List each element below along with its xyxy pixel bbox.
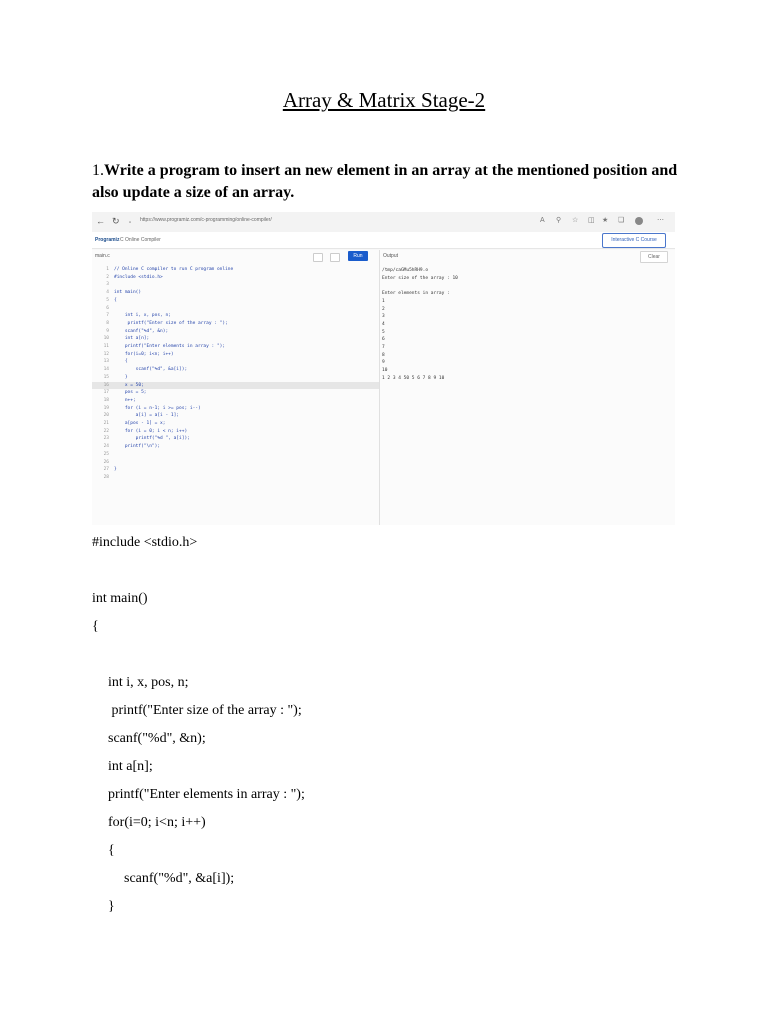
theme-icon[interactable]	[330, 253, 340, 262]
line-number: 15	[103, 374, 109, 380]
question-1	[92, 160, 682, 204]
output-line: 3	[382, 314, 385, 320]
lock-icon: ▫	[129, 220, 132, 226]
line-number: 4	[106, 290, 109, 296]
code-editor[interactable]	[92, 250, 380, 525]
line-number: 24	[103, 444, 109, 450]
code-text: n++;	[114, 397, 136, 403]
code-line	[92, 335, 379, 343]
output-line: 4	[382, 321, 385, 327]
source-line: for(i=0; i<n; i++)	[108, 815, 206, 830]
code-line	[92, 281, 379, 289]
source-line: scanf("%d", &n);	[108, 731, 206, 746]
code-line	[92, 343, 379, 351]
code-text: }	[114, 467, 117, 473]
code-line	[92, 382, 379, 390]
source-line: scanf("%d", &a[i]);	[124, 871, 235, 886]
favorites-icon[interactable]: ★	[602, 217, 609, 224]
code-text: scanf("%d", &a[i]);	[114, 367, 188, 373]
source-line: {	[92, 619, 99, 634]
zoom-icon[interactable]: ⚲	[556, 217, 562, 224]
clear-button[interactable]: Clear	[640, 251, 668, 263]
code-line	[92, 274, 379, 282]
more-icon[interactable]: ⋯	[657, 217, 664, 224]
split-screen-icon[interactable]: ◫	[588, 217, 595, 224]
source-line: }	[108, 899, 115, 914]
browser-toolbar	[92, 212, 675, 233]
output-line: 7	[382, 345, 385, 351]
code-line	[92, 289, 379, 297]
refresh-icon[interactable]: ↻	[112, 216, 120, 226]
programiz-logo[interactable]: Programiz	[95, 237, 120, 243]
line-number: 19	[103, 405, 109, 411]
line-number: 5	[106, 297, 109, 303]
line-number: 22	[103, 428, 109, 434]
address-bar[interactable]: https://www.programiz.com/c-programming/online-compiler/	[140, 217, 272, 223]
read-aloud-icon[interactable]: A	[540, 217, 545, 224]
code-line	[92, 412, 379, 420]
output-panel	[380, 250, 675, 525]
line-number: 25	[103, 451, 109, 457]
line-number: 1	[106, 267, 109, 272]
line-number: 9	[106, 328, 109, 334]
code-line	[92, 428, 379, 436]
code-line	[92, 328, 379, 336]
source-line: printf("Enter size of the array : ");	[108, 703, 302, 718]
code-line	[92, 435, 379, 443]
source-line: {	[108, 843, 115, 858]
output-line: 1	[382, 298, 385, 304]
line-number: 6	[106, 305, 109, 311]
output-line: 6	[382, 337, 385, 343]
code-line	[92, 459, 379, 467]
site-header	[92, 232, 675, 249]
line-number: 11	[103, 344, 109, 350]
line-number: 8	[106, 320, 109, 326]
code-line	[92, 358, 379, 366]
line-number: 3	[106, 282, 109, 288]
code-text: a[i] = a[i - 1];	[114, 413, 180, 419]
code-text: #include <stdio.h>	[114, 274, 163, 280]
code-text: for (i = n-1; i >= pos; i--)	[114, 405, 201, 411]
site-title: C Online Compiler	[120, 237, 161, 243]
line-number: 10	[103, 336, 109, 342]
document-title: Array & Matrix Stage-2	[282, 88, 486, 112]
profile-avatar[interactable]	[635, 217, 643, 225]
line-number: 17	[103, 390, 109, 396]
code-line	[92, 266, 379, 274]
line-number: 26	[103, 459, 109, 465]
code-line	[92, 320, 379, 328]
output-line: 1 2 3 4 50 5 6 7 8 9 10	[382, 375, 445, 381]
line-number: 2	[106, 274, 109, 280]
output-text	[382, 267, 458, 383]
source-line: int a[n];	[108, 759, 153, 774]
question-number: 1.	[92, 162, 104, 179]
interactive-course-button[interactable]: Interactive C Course	[602, 233, 666, 248]
back-icon[interactable]: ←	[96, 216, 105, 226]
output-line: 10	[382, 368, 388, 374]
code-text: for (i = 0; i < n; i++)	[114, 428, 188, 434]
source-line: int main()	[92, 591, 148, 606]
line-number: 21	[103, 421, 109, 427]
code-line	[92, 366, 379, 374]
code-line	[92, 443, 379, 451]
code-line	[92, 451, 379, 459]
output-line: Enter size of the array : 10	[382, 275, 458, 281]
output-line: 9	[382, 360, 385, 366]
code-text: int main()	[114, 290, 142, 296]
code-line	[92, 405, 379, 413]
question-text: Write a program to insert an new element in an array at the mentioned position and also update a size of an array.	[92, 162, 678, 201]
code-text: pos = 5;	[114, 390, 147, 396]
code-text: x = 50;	[114, 382, 144, 388]
line-number: 12	[103, 351, 109, 357]
source-line: int i, x, pos, n;	[108, 675, 189, 690]
code-text: for(i=0; i<n; i++)	[114, 351, 174, 357]
code-text: int a[n];	[114, 336, 150, 342]
code-line	[92, 389, 379, 397]
code-line	[92, 474, 379, 482]
code-line	[92, 351, 379, 359]
code-line	[92, 297, 379, 305]
line-number: 14	[103, 367, 109, 373]
code-text: printf("\n");	[114, 444, 161, 450]
run-button[interactable]: Run	[348, 251, 368, 261]
code-line	[92, 305, 379, 313]
line-number: 23	[103, 436, 109, 442]
code-text: printf("%d ", a[i]);	[114, 436, 190, 442]
code-text: int i, x, pos, n;	[114, 313, 171, 319]
code-line	[92, 312, 379, 320]
output-line: 5	[382, 329, 385, 335]
output-label: Output	[383, 253, 399, 259]
code-text: printf("Enter elements in array : ");	[114, 344, 226, 350]
code-text: printf("Enter size of the array : ");	[114, 320, 228, 326]
source-line: printf("Enter elements in array : ");	[108, 787, 305, 802]
file-tab[interactable]: main.c	[95, 253, 110, 259]
output-line: 2	[382, 306, 385, 312]
fullscreen-icon[interactable]	[313, 253, 323, 262]
line-number: 28	[103, 474, 109, 480]
output-line	[382, 282, 458, 290]
output-line: 8	[382, 352, 385, 358]
code-text: // Online C compiler to run C program online	[114, 267, 234, 272]
code-text: a[pos - 1] = x;	[114, 421, 166, 427]
line-number: 7	[106, 313, 109, 319]
line-number: 18	[103, 397, 109, 403]
line-number: 16	[103, 382, 109, 388]
source-line: #include <stdio.h>	[92, 535, 198, 550]
code-line	[92, 420, 379, 428]
code-line	[92, 374, 379, 382]
code-line	[92, 397, 379, 405]
code-text: scanf("%d", &n);	[114, 328, 169, 334]
code-text: {	[114, 297, 117, 303]
compiler-screenshot	[92, 212, 675, 525]
code-lines[interactable]	[92, 266, 379, 482]
code-text: }	[114, 374, 128, 380]
code-text: {	[114, 359, 128, 365]
line-number: 13	[103, 359, 109, 365]
code-line	[92, 466, 379, 474]
output-line: Enter elements in array :	[382, 291, 450, 297]
collections-icon[interactable]: ❏	[618, 217, 625, 224]
favorite-icon[interactable]: ☆	[572, 217, 579, 224]
output-line: /tmp/caGMu5hRH9.o	[382, 268, 429, 273]
line-number: 27	[103, 467, 109, 473]
line-number: 20	[103, 413, 109, 419]
